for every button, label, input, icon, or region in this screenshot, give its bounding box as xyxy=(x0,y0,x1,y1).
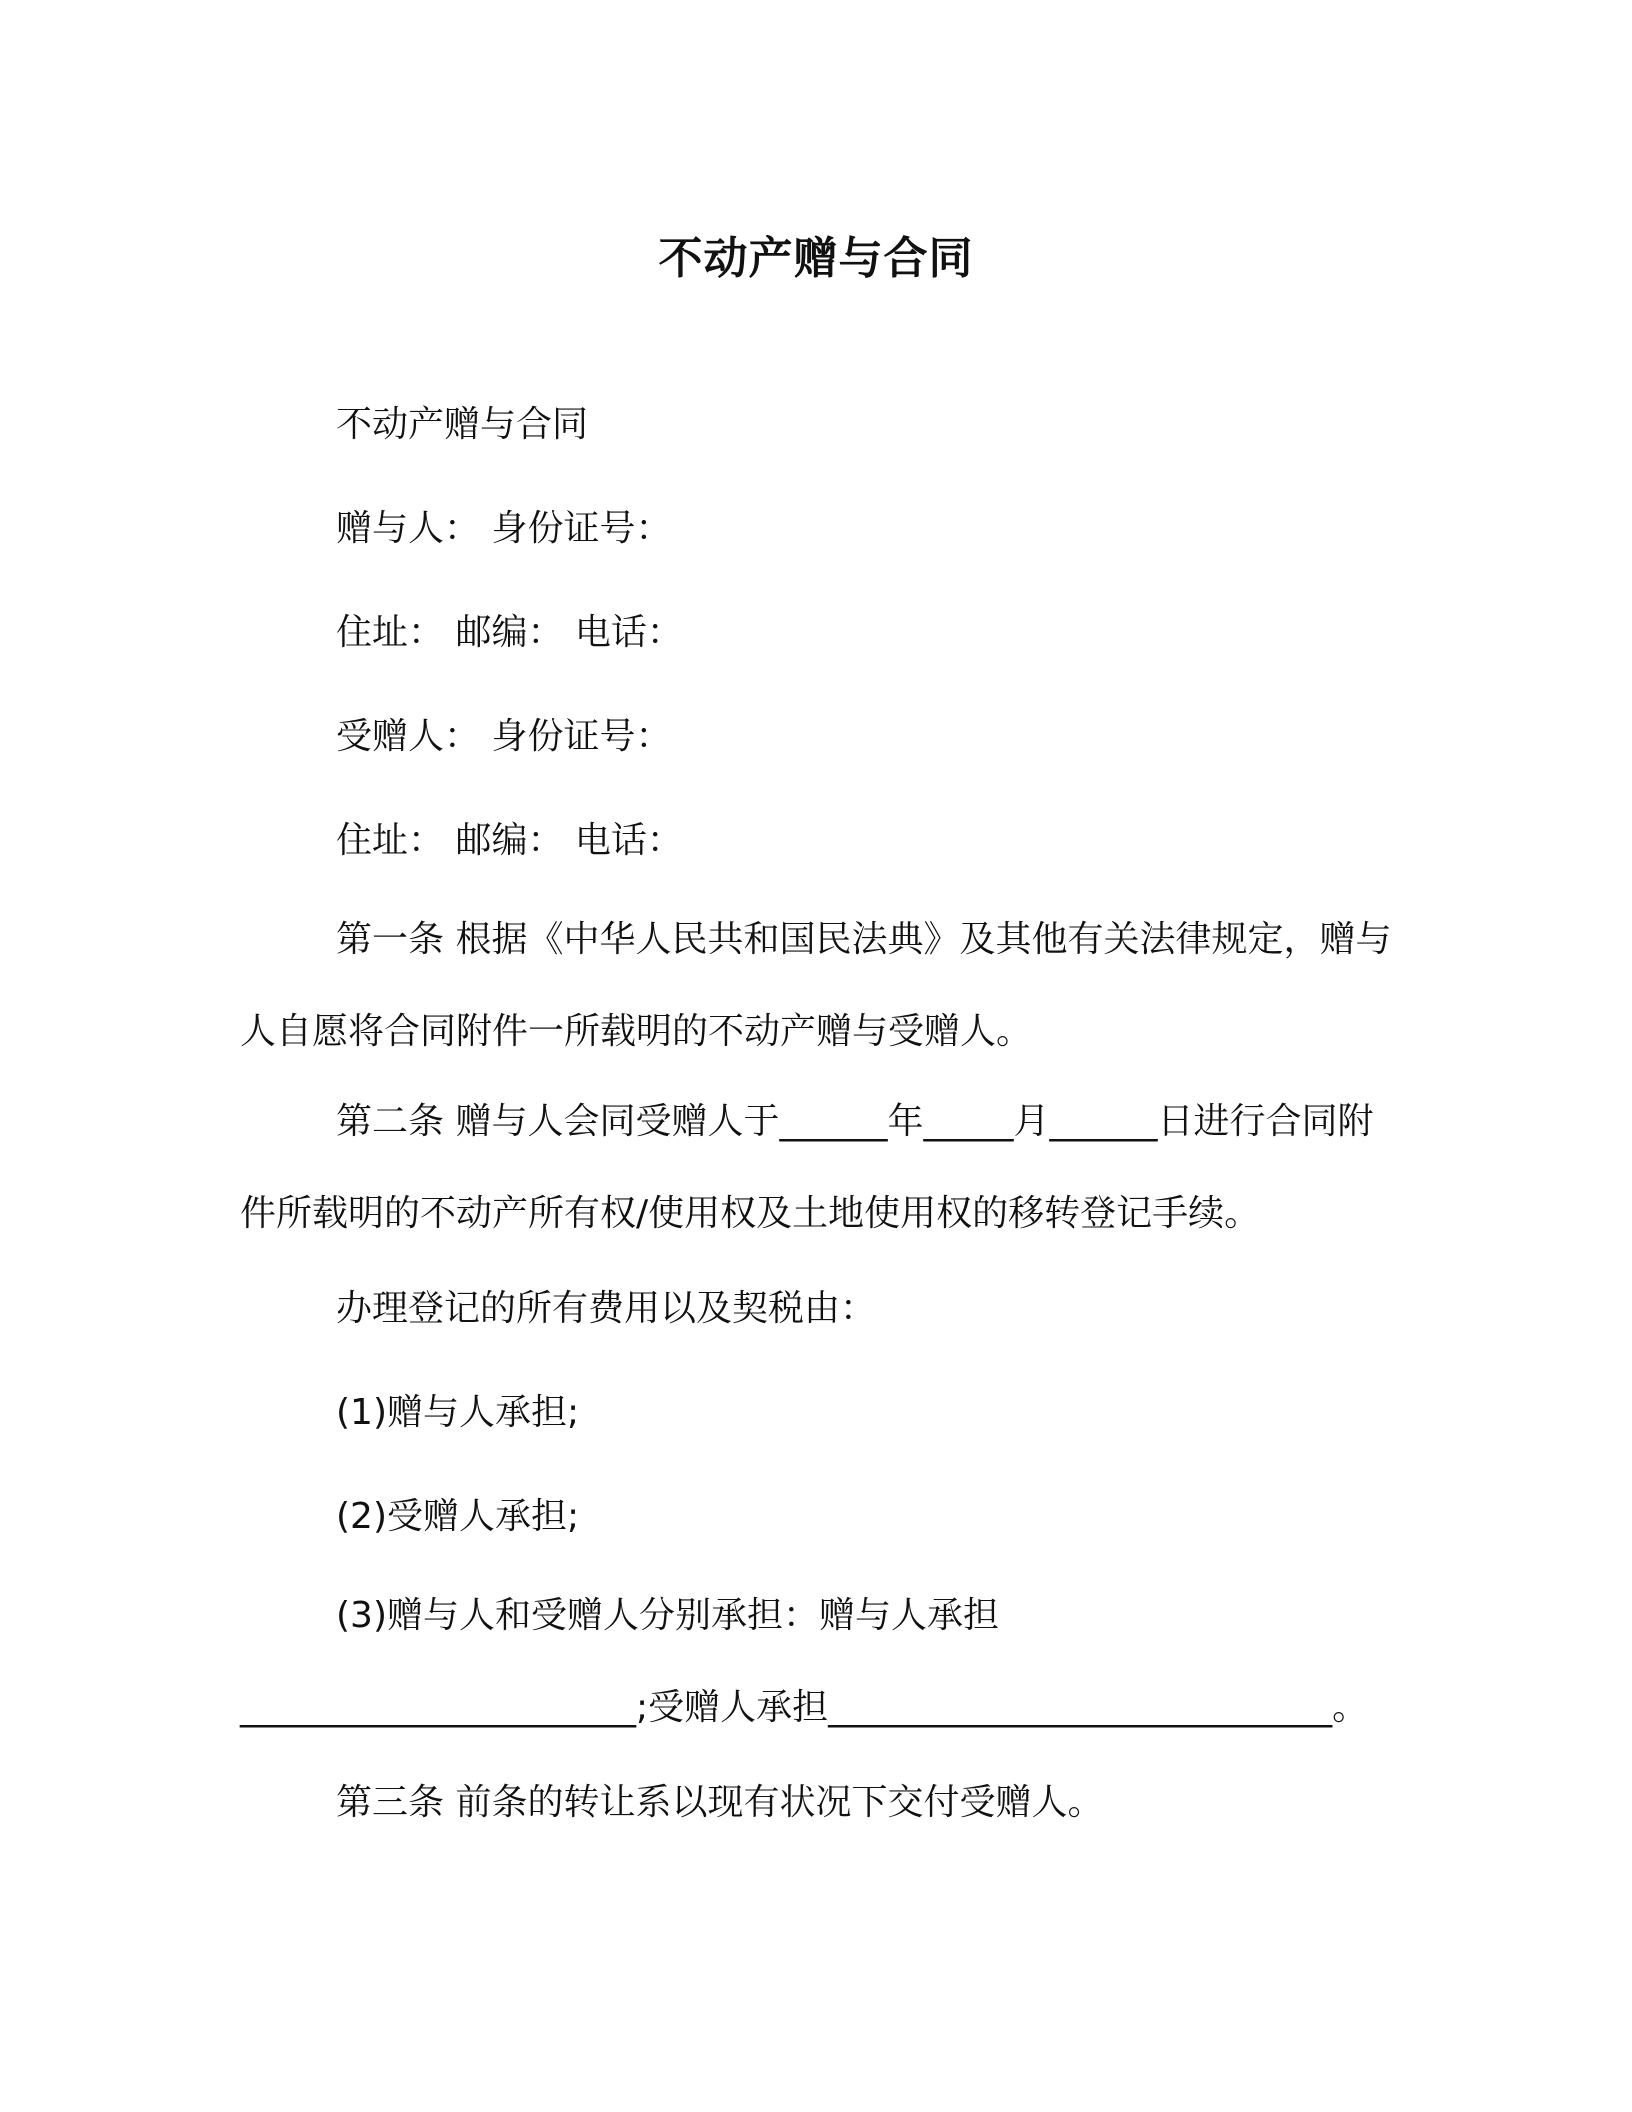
article-2: 第二条 赠与人会同受赠人于______年_____月______日进行合同附件所载明的不动产所有权/使用权及土地使用权的移转登记手续。 xyxy=(240,1101,1374,1234)
document-title: 不动产赠与合同 xyxy=(658,233,974,284)
contract-heading: 不动产赠与合同 xyxy=(336,404,589,445)
fee-option-3: (3)赠与人和受赠人分别承担：赠与人承担______________________;受赠人承担____________________________。 xyxy=(240,1595,1369,1728)
donor-address-line: 住址： 邮编： 电话： xyxy=(336,612,683,653)
donor-info-line: 赠与人： 身份证号： xyxy=(336,508,672,549)
article-1: 第一条 根据《中华人民共和国民法典》及其他有关法律规定，赠与人自愿将合同附件一所载明的不动产赠与受赠人。 xyxy=(240,919,1392,1052)
donee-info-line: 受赠人： 身份证号： xyxy=(336,716,672,757)
article-3: 第三条 前条的转让系以现有状况下交付受赠人。 xyxy=(336,1782,1104,1823)
fees-intro-line: 办理登记的所有费用以及契税由： xyxy=(336,1288,877,1329)
fee-option-2: (2)受赠人承担; xyxy=(336,1496,580,1537)
fee-option-1: (1)赠与人承担; xyxy=(336,1392,580,1433)
donee-address-line: 住址： 邮编： 电话： xyxy=(336,820,683,861)
